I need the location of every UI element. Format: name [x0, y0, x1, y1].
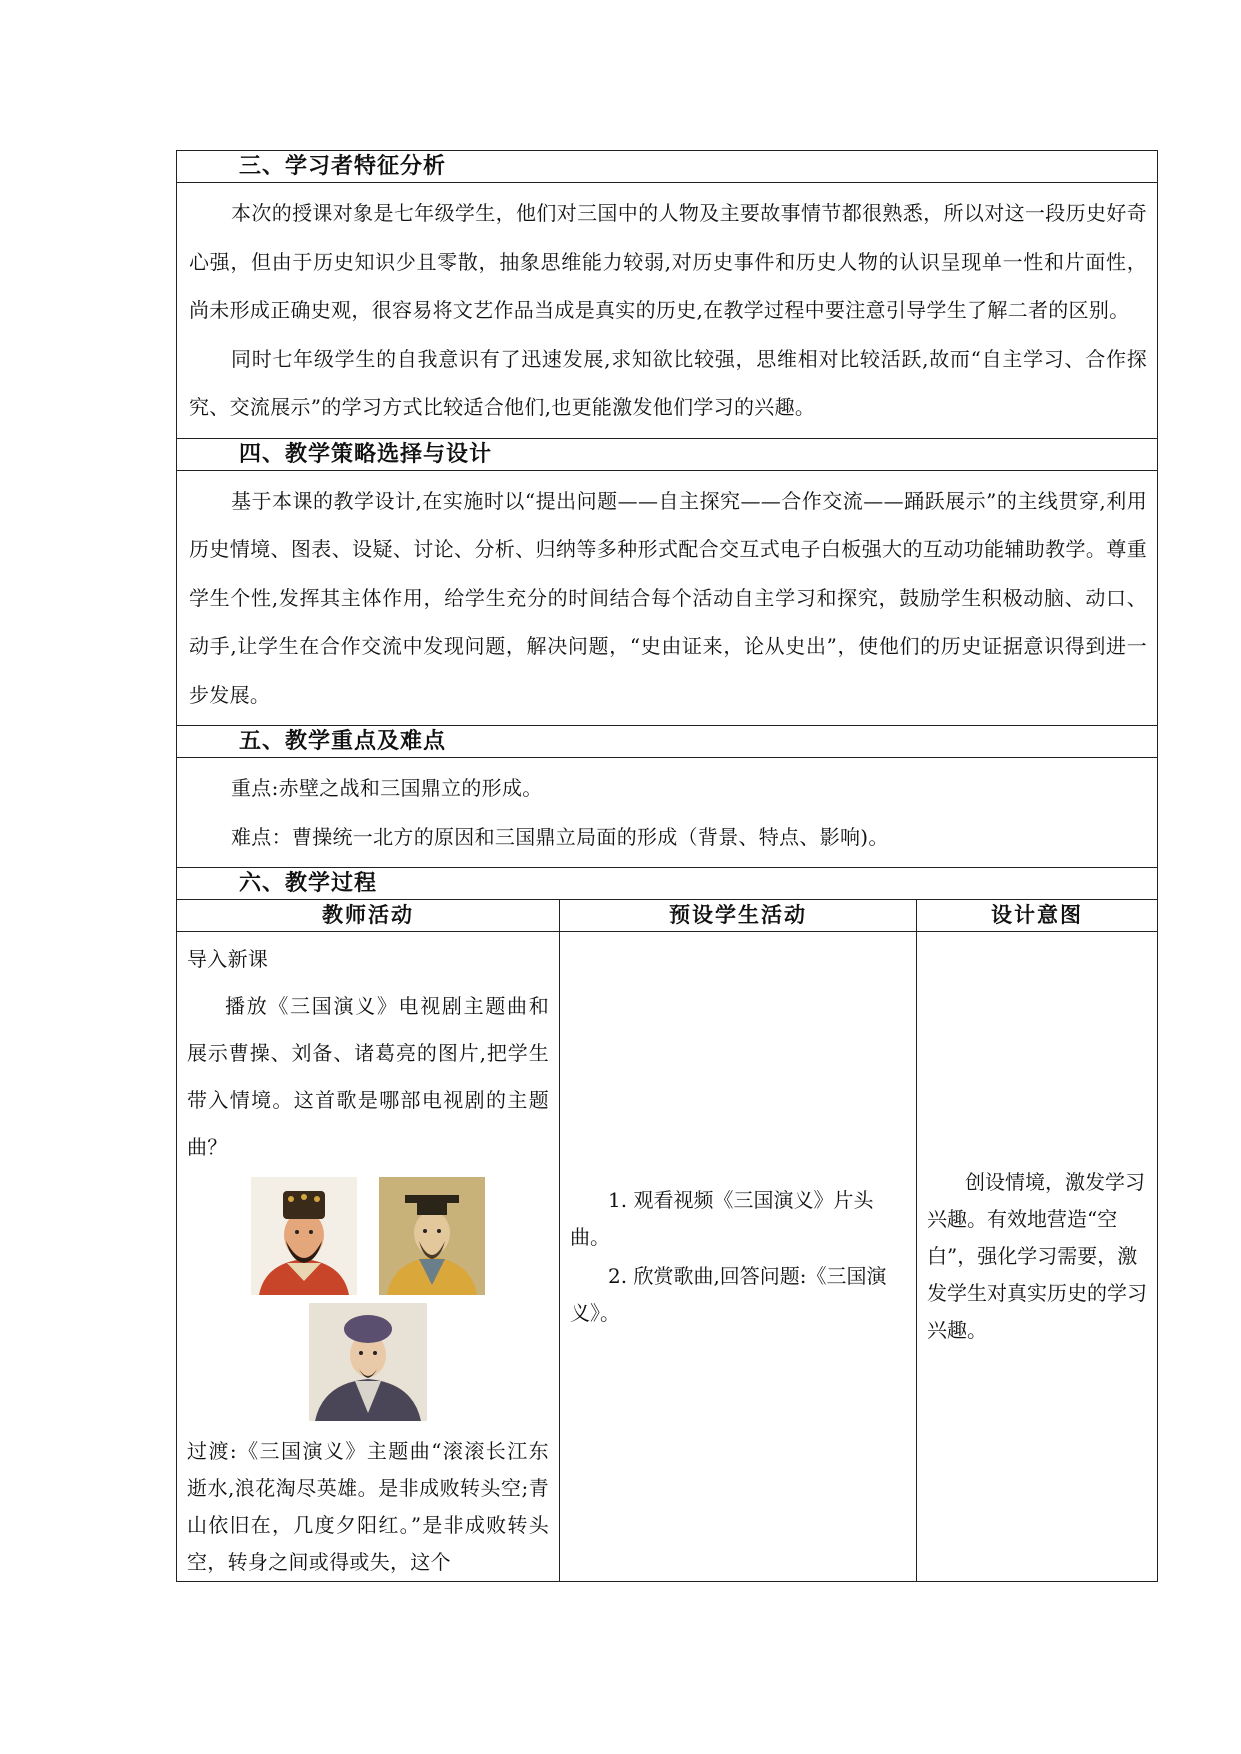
- section-title-process: 六、教学过程: [177, 868, 1158, 900]
- intro-text: 播放《三国演义》电视剧主题曲和展示曹操、刘备、诸葛亮的图片,把学生带入情境。这首歌是哪部电视剧的主题曲？: [187, 994, 549, 1159]
- strategy-paragraph: 基于本课的教学设计,在实施时以“提出问题——自主探究——合作交流——踊跃展示”的主线贯穿,利用历史情境、图表、设疑、讨论、分析、归纳等多种形式配合交互式电子白板强大的互动功能辅助教学。尊重学生个性,发挥其主体作用，给学生充分的时间结合每个活动自主学习和探究，鼓励学生积极动脑、动口、动手,让学生在合作交流中发现问题，解决问题，“史由证来，论从史出”，使他们的历史证据意识得到进一步发展。: [189, 488, 1148, 707]
- header-teacher-activity: 教师活动: [177, 900, 560, 932]
- intro-title: 导入新课: [187, 947, 269, 971]
- section-body-strategy: [177, 470, 1158, 726]
- design-intent-text: 创设情境，激发学习兴趣。有效地营造“空白”，强化学习需要，激发学生对真实历史的学习兴趣。: [927, 1170, 1147, 1342]
- student-activity-cell: [560, 932, 917, 1582]
- key-point: 重点:赤壁之战和三国鼎立的形成。: [231, 776, 543, 800]
- zhuge-liang-portrait: [309, 1303, 427, 1421]
- cao-cao-portrait: [251, 1177, 357, 1295]
- section-title-learner: 三、学习者特征分析: [177, 151, 1158, 183]
- document-page: [176, 150, 1157, 1582]
- lesson-plan-table: [176, 150, 1158, 1582]
- transition-text: 过渡:《三国演义》主题曲“滚滚长江东逝水,浪花淘尽英雄。是非成败转头空;青山依旧在，几度夕阳红。”是非成败转头空，转身之间或得或失，这个: [187, 1439, 549, 1574]
- difficult-point: 难点：曹操统一北方的原因和三国鼎立局面的形成（背景、特点、影响)。: [231, 824, 889, 849]
- student-item-2: 2. 欣赏歌曲,回答问题:《三国演义》。: [570, 1263, 887, 1325]
- design-intent-cell: [917, 932, 1158, 1582]
- section-body-keypoints: [177, 758, 1158, 868]
- section-body-learner: [177, 183, 1158, 439]
- section-title-keypoints: 五、教学重点及难点: [177, 726, 1158, 758]
- learner-paragraph-2: 同时七年级学生的自我意识有了迅速发展,求知欲比较强，思维相对比较活跃,故而“自主学习、合作探究、交流展示”的学习方式比较适合他们,也更能激发他们学习的兴趣。: [189, 346, 1148, 419]
- section-title-strategy: 四、教学策略选择与设计: [177, 438, 1158, 470]
- teacher-activity-cell: [177, 932, 560, 1582]
- portrait-gallery: [187, 1171, 549, 1433]
- liu-bei-portrait: [379, 1177, 485, 1295]
- header-student-activity: 预设学生活动: [560, 900, 917, 932]
- learner-paragraph-1: 本次的授课对象是七年级学生，他们对三国中的人物及主要故事情节都很熟悉，所以对这一段历史好奇心强，但由于历史知识少且零散，抽象思维能力较弱,对历史事件和历史人物的认识呈现单一性和片面性，尚未形成正确史观，很容易将文艺作品当成是真实的历史,在教学过程中要注意引导学生了解二者的区别。: [189, 201, 1148, 322]
- student-item-1: 1. 观看视频《三国演义》片头曲。: [570, 1187, 874, 1249]
- header-design-intent: 设计意图: [917, 900, 1158, 932]
